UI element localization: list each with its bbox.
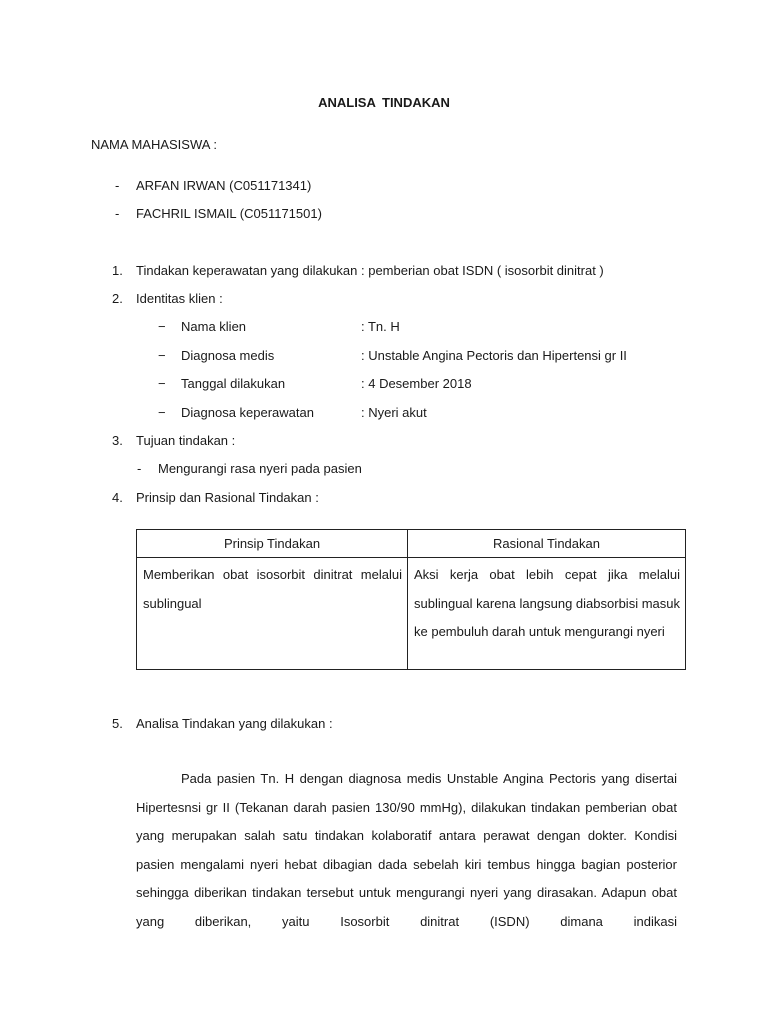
item-text: Identitas klien : <box>136 291 223 306</box>
item-number: 2. <box>112 291 123 306</box>
document-title: ANALISA TINDAKAN <box>318 95 450 110</box>
student-name: ARFAN IRWAN (C051171341) <box>136 178 312 193</box>
bullet-long-dash: − <box>158 319 166 334</box>
item-number: 3. <box>112 433 123 448</box>
bullet-long-dash: − <box>158 405 166 420</box>
bullet-dash: - <box>137 461 142 476</box>
identity-label: Diagnosa medis <box>181 348 275 363</box>
bullet-long-dash: − <box>158 348 166 363</box>
table-header-principle: Prinsip Tindakan <box>137 530 408 558</box>
identity-value: : Tn. H <box>361 319 400 334</box>
item-text: Tindakan keperawatan yang dilakukan : pemberian obat ISDN ( isosorbit dinitrat ) <box>136 263 604 278</box>
table-header-rationale: Rasional Tindakan <box>408 530 686 558</box>
bullet-long-dash: − <box>158 376 166 391</box>
identity-value: : 4 Desember 2018 <box>361 376 472 391</box>
identity-label: Diagnosa keperawatan <box>181 405 314 420</box>
identity-label: Tanggal dilakukan <box>181 376 286 391</box>
identity-label: Nama klien <box>181 319 247 334</box>
analysis-paragraph: Pada pasien Tn. H dengan diagnosa medis Unstable Angina Pectoris yang disertai Hipertesnsi gr II (Tekanan darah pasien 130/90 mmHg), dilakukan tindakan pemberian obat yang merupakan salah satu tindakan kolaboratif antara perawat dengan dokter. Kondisi pasien mengalami nyeri hebat dibagian dada sebelah kiri tembus hingga bagian posterior sehingga diberikan tindakan tersebut untuk mengurangi nyeri yang dirasakan. Adapun obat yang diberikan, yaitu Isosorbit dinitrat (ISDN) dimana indikasi <box>136 771 677 929</box>
item-number: 5. <box>112 716 123 731</box>
principle-rationale-table <box>136 529 686 670</box>
table-cell-principle: Memberikan obat isosorbit dinitrat melalui sublingual <box>137 558 408 670</box>
table-row <box>137 558 686 670</box>
item-text: Prinsip dan Rasional Tindakan : <box>136 490 319 505</box>
identity-value: : Unstable Angina Pectoris dan Hipertensi gr II <box>361 348 627 363</box>
student-name: FACHRIL ISMAIL (C051171501) <box>136 206 322 221</box>
goal-text: Mengurangi rasa nyeri pada pasien <box>158 461 362 476</box>
item-number: 1. <box>112 263 123 278</box>
students-label: NAMA MAHASISWA : <box>91 137 217 152</box>
bullet-dash: - <box>115 178 120 193</box>
table-header-row <box>137 530 686 558</box>
table-cell-rationale: Aksi kerja obat lebih cepat jika melalui sublingual karena langsung diabsorbisi masuk ke pembuluh darah untuk mengurangi nyeri <box>408 558 686 670</box>
item-text: Tujuan tindakan : <box>136 433 236 448</box>
item-number: 4. <box>112 490 123 505</box>
item-text: Analisa Tindakan yang dilakukan : <box>136 716 333 731</box>
bullet-dash: - <box>115 206 120 221</box>
identity-value: : Nyeri akut <box>361 405 427 420</box>
